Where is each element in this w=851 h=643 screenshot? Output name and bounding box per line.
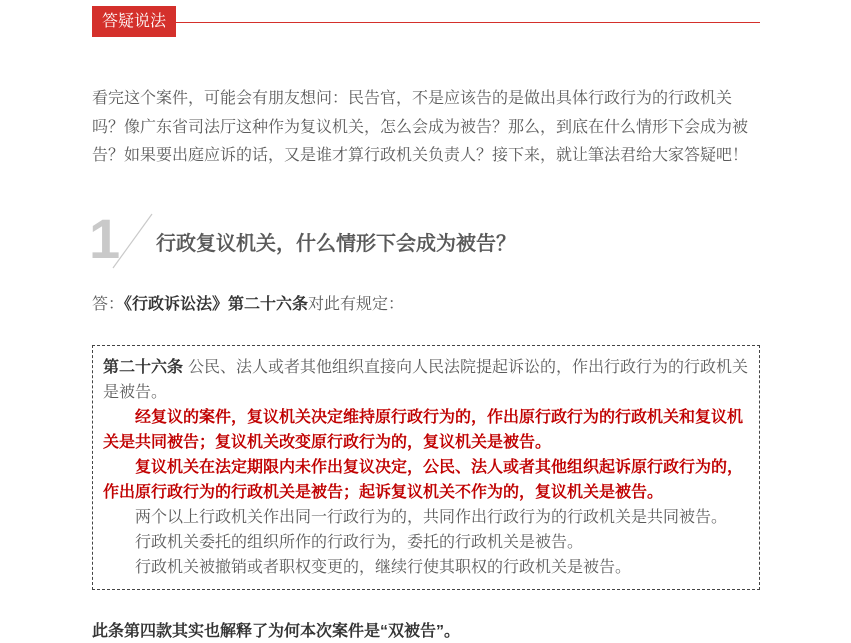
- conclusion-paragraph: 此条第四款其实也解释了为何本次案件是“双被告”。: [92, 623, 461, 640]
- article-clause-2: 经复议的案件，复议机关决定维持原行政行为的，作出原行政行为的行政机关和复议机关是共同被告；复议机关改变原行政行为的，复议机关是被告。: [103, 409, 744, 451]
- answer-line: [92, 293, 404, 317]
- question-number: 1: [89, 207, 121, 270]
- law-reference: 《行政诉讼法》第二十六条: [124, 296, 309, 313]
- slash-divider: [110, 210, 158, 274]
- question-title: 行政复议机关，什么情形下会成为被告？: [156, 233, 516, 255]
- law-article-box: [92, 345, 760, 590]
- answer-prefix: 答：: [92, 296, 125, 313]
- section-header: [92, 6, 760, 37]
- slash-line: [113, 214, 152, 268]
- section-tag: 答疑说法: [92, 6, 176, 37]
- article-clause-text: 公民、法人或者其他组织直接向人民法院提起诉讼的，作出行政行为的行政机关是被告。: [103, 359, 749, 401]
- answer-suffix: 对此有规定：: [308, 296, 405, 313]
- intro-paragraph: 看完这个案件，可能会有朋友想问：民告官，不是应该告的是做出具体行政行为的行政机关吗？像广东省司法厅这种作为复议机关，怎么会成为被告？那么，到底在什么情形下会成为被告？如果要出庭应诉的话，又是谁才算行政机关负责人？接下来，就让筆法君给大家答疑吧！: [92, 90, 749, 164]
- article-clause-5: 行政机关委托的组织所作的行政行为，委托的行政机关是被告。: [135, 534, 584, 551]
- article-number: 第二十六条: [103, 359, 184, 376]
- article-clause-1: [103, 355, 751, 405]
- article-clause-3: 复议机关在法定期限内未作出复议决定，公民、法人或者其他组织起诉原行政行为的，作出原行政行为的行政机关是被告；起诉复议机关不作为的，复议机关是被告。: [103, 459, 744, 501]
- article-clause-6: 行政机关被撤销或者职权变更的，继续行使其职权的行政机关是被告。: [135, 559, 632, 576]
- section-divider-line: [176, 22, 760, 23]
- article-clause-4: 两个以上行政机关作出同一行政行为的，共同作出行政行为的行政机关是共同被告。: [135, 509, 728, 526]
